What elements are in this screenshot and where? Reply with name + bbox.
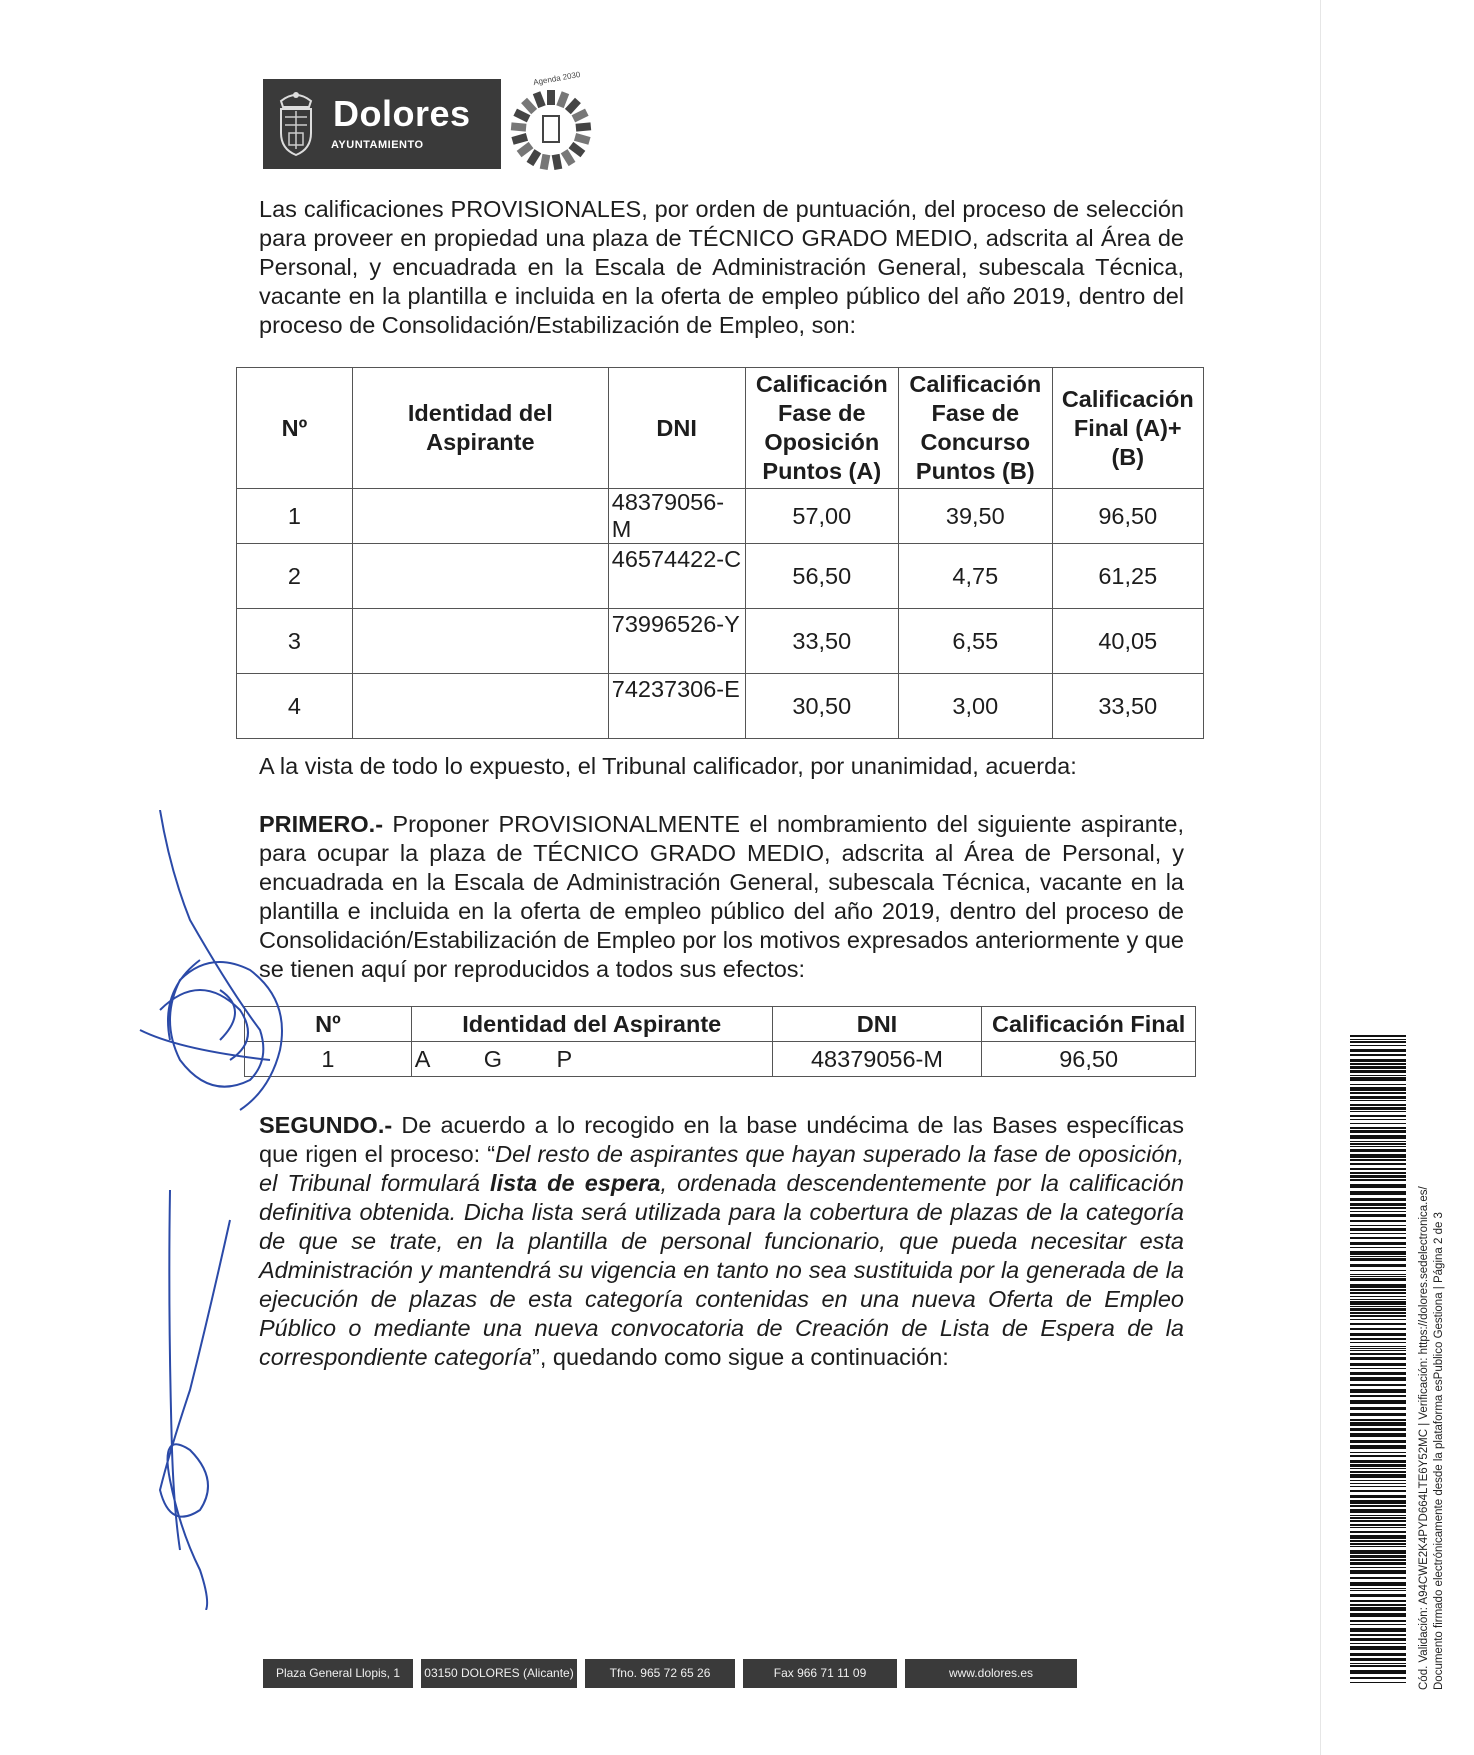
barcode-bar: [1350, 1428, 1406, 1431]
segundo-quote: [259, 1141, 1184, 1370]
barcode-bar: [1350, 1445, 1406, 1449]
barcode-bar: [1350, 1433, 1406, 1437]
col-header-dni: DNI: [772, 1007, 982, 1042]
cell-concurso: 3,00: [899, 674, 1053, 739]
cell-concurso: 39,50: [899, 489, 1053, 544]
primero-label: PRIMERO.-: [259, 811, 384, 837]
barcode-bar: [1350, 1084, 1406, 1085]
barcode-bar: [1350, 1087, 1406, 1091]
barcode-bar: [1350, 1582, 1406, 1586]
agenda-wheel-segment: [533, 91, 546, 108]
barcode-bar: [1350, 1646, 1406, 1650]
coat-of-arms-icon: [275, 87, 317, 159]
barcode-bar: [1350, 1419, 1406, 1421]
barcode-bar: [1350, 1274, 1406, 1275]
col-header-number: Nº: [245, 1007, 412, 1042]
barcode-bar: [1350, 1643, 1406, 1644]
barcode-bar: [1350, 1211, 1406, 1212]
barcode-bar: [1350, 1357, 1406, 1360]
barcode-bar: [1350, 1130, 1406, 1133]
cell-identity: [352, 609, 608, 674]
table-row: [237, 544, 1204, 609]
barcode-bar: [1350, 1527, 1406, 1528]
cell-number: 1: [237, 489, 353, 544]
barcode-bar: [1350, 1407, 1406, 1410]
barcode-bar: [1350, 1348, 1406, 1349]
col-header-concurso: Calificación Fase de Concurso Puntos (B): [899, 368, 1053, 489]
barcode-bar: [1350, 1308, 1406, 1311]
barcode-bar: [1350, 1490, 1406, 1492]
cell-final: 61,25: [1052, 544, 1203, 609]
barcode-bar: [1350, 1070, 1406, 1073]
barcode-bar: [1350, 1658, 1406, 1661]
segundo-text-end: ”, quedando como sigue a continuación:: [532, 1344, 949, 1370]
barcode-bar: [1350, 1149, 1406, 1152]
segundo-paragraph: [259, 1111, 1184, 1372]
barcode-bar: [1350, 1296, 1406, 1297]
barcode-bar: [1350, 1353, 1406, 1355]
barcode-bar: [1350, 1096, 1406, 1099]
cell-identity: [352, 489, 608, 544]
barcode-bar: [1350, 1045, 1406, 1046]
barcode-bar: [1350, 1066, 1406, 1069]
agenda-2030-logo: [506, 69, 596, 174]
barcode-bar: [1350, 1550, 1406, 1554]
barcode-bar: [1350, 1319, 1406, 1320]
barcode-bar: [1350, 1590, 1406, 1591]
handwritten-signature-2: [140, 1190, 250, 1610]
resolution-intro: A la vista de todo lo expuesto, el Tribunal calificador, por unanimidad, acuerda:: [259, 753, 1077, 779]
cell-oposicion: 56,50: [745, 544, 899, 609]
provisional-scores-table: [236, 367, 1204, 739]
barcode-bar: [1350, 1251, 1406, 1255]
barcode-bar: [1350, 1143, 1406, 1145]
barcode-bar: [1350, 1464, 1406, 1467]
barcode-bar: [1350, 1179, 1406, 1181]
barcode-bar: [1350, 1306, 1406, 1307]
barcode-bar: [1350, 1123, 1406, 1124]
barcode-bar: [1350, 1555, 1406, 1558]
agenda-wheel-segment: [565, 98, 581, 114]
agenda-wheel-segment: [552, 154, 563, 170]
barcode-bar: [1350, 1377, 1406, 1381]
barcode-bar: [1350, 1682, 1406, 1683]
col-header-identity: Identidad del Aspirante: [411, 1007, 772, 1042]
barcode-bar: [1350, 1346, 1406, 1347]
barcode-bar: [1350, 1624, 1406, 1625]
table-row: [237, 489, 1204, 544]
cell-dni: 48379056-M: [772, 1042, 982, 1077]
barcode-bar: [1350, 1562, 1406, 1565]
barcode-bar: [1350, 1233, 1406, 1234]
barcode-bar: [1350, 1315, 1406, 1317]
barcode-bar: [1350, 1607, 1406, 1611]
col-header-identity-label: Identidad del Aspirante: [407, 400, 553, 455]
barcode-bar: [1350, 1284, 1406, 1288]
table-row: [237, 674, 1204, 739]
barcode-bar: [1350, 1535, 1406, 1539]
segundo-quote-part1: Del resto de aspirantes que hayan superado la fase de oposición, el Tribunal formulará: [259, 1141, 1184, 1196]
barcode-bar: [1350, 1515, 1406, 1516]
cell-number: 2: [237, 544, 353, 609]
agenda-center-shield: [543, 116, 559, 142]
barcode-bar: [1350, 1395, 1406, 1397]
cell-final: 33,50: [1052, 674, 1203, 739]
barcode-bar: [1350, 1368, 1406, 1369]
barcode-bar: [1350, 1413, 1406, 1416]
agenda-wheel-segment: [547, 90, 555, 105]
agenda-wheel-segment: [511, 133, 528, 145]
barcode-bar: [1350, 1588, 1406, 1589]
barcode-bar: [1350, 1264, 1406, 1267]
footer-website: www.dolores.es: [905, 1659, 1077, 1688]
barcode-bar: [1350, 1168, 1406, 1170]
barcode-bar: [1350, 1225, 1406, 1226]
barcode-bar: [1350, 1049, 1406, 1052]
barcode-bar: [1350, 1480, 1406, 1481]
barcode-bar: [1350, 1175, 1406, 1178]
barcode-bar: [1350, 1400, 1406, 1404]
barcode-bar: [1350, 1301, 1406, 1305]
barcode-bar: [1350, 1600, 1406, 1602]
table-row: [245, 1042, 1196, 1077]
agenda-wheel-segment: [576, 122, 592, 131]
cell-dni: 46574422-C: [608, 544, 745, 609]
barcode-bar: [1350, 1154, 1406, 1158]
barcode-bar: [1350, 1054, 1406, 1056]
barcode-bar: [1350, 1256, 1406, 1257]
barcode-bar: [1350, 1474, 1406, 1478]
agenda-label: Agenda 2030: [532, 69, 582, 88]
col-header-final: Calificación Final: [982, 1007, 1196, 1042]
barcode-bar: [1350, 1389, 1406, 1393]
barcode-bar: [1350, 1258, 1406, 1261]
validation-line-2: Documento firmado electrónicamente desde la plataforma esPublico Gestiona | Página 2 de 3: [1433, 1212, 1445, 1690]
footer-postal: 03150 DOLORES (Alicante): [421, 1659, 577, 1688]
barcode-bar: [1350, 1372, 1406, 1375]
segundo-text: De acuerdo a lo recogido en la base undécima de las Bases específicas que rigen el proceso: “: [259, 1112, 1184, 1167]
barcode-bar: [1350, 1289, 1406, 1291]
cell-number: 1: [245, 1042, 412, 1077]
barcode-bar: [1350, 1242, 1406, 1245]
barcode-bar: [1350, 1163, 1406, 1165]
barcode-bar: [1350, 1111, 1406, 1112]
barcode-bar: [1350, 1100, 1406, 1101]
barcode-bar: [1350, 1172, 1406, 1174]
barcode-bar: [1350, 1146, 1406, 1147]
cell-oposicion: 30,50: [745, 674, 899, 739]
barcode-bar: [1350, 1184, 1406, 1188]
primero-text: Proponer PROVISIONALMENTE el nombramiento del siguiente aspirante, para ocupar la plaza de TÉCNICO GRADO MEDIO, adscrita al Área de Personal, y encuadrada en la Escala de Administración General, subescala Técnica, vacante en la plantilla e incluida en la oferta de empleo público del año 2019, dentro del proceso de Consolidación/Estabilización de Empleo por los motivos expresados anteriormente y que se tienen aquí por reproducidos a todos sus efectos:: [259, 811, 1184, 982]
barcode-bar: [1350, 1198, 1406, 1201]
cell-final: 96,50: [982, 1042, 1196, 1077]
agenda-wheel-segment: [513, 109, 530, 123]
barcode-bar: [1350, 1471, 1406, 1473]
cell-dni: 74237306-E: [608, 674, 745, 739]
cell-dni: 48379056-M: [608, 489, 745, 544]
barcode-bar: [1350, 1670, 1406, 1674]
validation-side-text: [1417, 1186, 1447, 1690]
barcode-bar: [1350, 1278, 1406, 1281]
barcode-bar: [1350, 1540, 1406, 1542]
agenda-wheel-segment: [521, 98, 537, 114]
footer-phone: Tfno. 965 72 65 26: [585, 1659, 735, 1688]
barcode-bar: [1350, 1486, 1406, 1487]
barcode-bar: [1350, 1384, 1406, 1386]
barcode-bar: [1350, 1495, 1406, 1498]
barcode-bar: [1350, 1594, 1406, 1597]
col-header-final: Calificación Final (A)+ (B): [1052, 368, 1203, 489]
barcode-bar: [1350, 1638, 1406, 1641]
barcode-bar: [1350, 1663, 1406, 1664]
barcode-bar: [1350, 1041, 1406, 1043]
barcode-bar: [1350, 1342, 1406, 1343]
barcode-bar: [1350, 1220, 1406, 1222]
barcode-bar: [1350, 1328, 1406, 1330]
cell-final: 40,05: [1052, 609, 1203, 674]
barcode-bar: [1350, 1276, 1406, 1277]
logo-subtitle: AYUNTAMIENTO: [331, 139, 424, 151]
agenda-wheel-segment: [574, 133, 591, 145]
barcode-bar: [1350, 1567, 1406, 1568]
barcode-bar: [1350, 1203, 1406, 1206]
barcode-bar: [1350, 1247, 1406, 1248]
barcode-bar: [1350, 1653, 1406, 1656]
barcode-bar: [1350, 1207, 1406, 1209]
cell-identity: [352, 674, 608, 739]
barcode-bar: [1350, 1509, 1406, 1513]
barcode-bar: [1350, 1620, 1406, 1622]
barcode-bar: [1350, 1159, 1406, 1161]
col-header-number: Nº: [237, 368, 353, 489]
cell-number: 4: [237, 674, 353, 739]
barcode-bar: [1350, 1333, 1406, 1336]
dolores-logo: [263, 79, 501, 169]
agenda-wheel-segment: [572, 109, 589, 123]
proposed-candidate-table: [244, 1006, 1196, 1077]
footer-address: Plaza General Llopis, 1: [263, 1659, 413, 1688]
barcode-bar: [1350, 1665, 1406, 1667]
barcode-bar: [1350, 1228, 1406, 1231]
table-row: [237, 609, 1204, 674]
col-header-identity: [352, 368, 608, 489]
col-header-dni: DNI: [608, 368, 745, 489]
barcode-bar: [1350, 1570, 1406, 1574]
barcode-bar: [1350, 1350, 1406, 1351]
page-margin-line: [1320, 0, 1321, 1755]
agenda-wheel-segment: [511, 122, 527, 131]
barcode-bar: [1350, 1577, 1406, 1579]
barcode-bar: [1350, 1312, 1406, 1314]
segundo-label: SEGUNDO.-: [259, 1112, 393, 1138]
barcode-bar: [1350, 1422, 1406, 1426]
segundo-quote-bold: lista de espera: [490, 1170, 661, 1196]
cell-number: 3: [237, 609, 353, 674]
validation-line-1: Cód. Validación: A94CWE2K4PYD664LTE6Y52MC | Verificación: https://dolores.sedelectronica.es/: [1418, 1186, 1430, 1690]
barcode-bar: [1350, 1115, 1406, 1117]
barcode-bar: [1350, 1035, 1406, 1037]
barcode-bar: [1350, 1677, 1406, 1679]
cell-identity: [352, 544, 608, 609]
barcode-bar: [1350, 1063, 1406, 1065]
agenda-wheel-icon: [506, 74, 596, 174]
barcode-bar: [1350, 1500, 1406, 1504]
barcode-bar: [1350, 1299, 1406, 1300]
barcode-bar: [1350, 1075, 1406, 1076]
cell-oposicion: 57,00: [745, 489, 899, 544]
primero-paragraph: [259, 810, 1184, 984]
barcode-bar: [1350, 1323, 1406, 1325]
barcode-bar: [1350, 1559, 1406, 1561]
barcode: [1350, 1035, 1406, 1683]
barcode-bar: [1350, 1604, 1406, 1606]
col-header-oposicion: Calificación Fase de Oposición Puntos (A): [745, 368, 899, 489]
barcode-bar: [1350, 1543, 1406, 1545]
barcode-bar: [1350, 1520, 1406, 1522]
barcode-bar: [1350, 1524, 1406, 1526]
barcode-bar: [1350, 1628, 1406, 1632]
agenda-wheel-segment: [540, 154, 551, 170]
barcode-bar: [1350, 1505, 1406, 1507]
barcode-bar: [1350, 1468, 1406, 1469]
cell-dni: 73996526-Y: [608, 609, 745, 674]
barcode-bar: [1350, 1214, 1406, 1217]
barcode-bar: [1350, 1191, 1406, 1195]
barcode-bar: [1350, 1483, 1406, 1484]
barcode-bar: [1350, 1546, 1406, 1547]
barcode-bar: [1350, 1104, 1406, 1106]
barcode-bar: [1350, 1455, 1406, 1457]
barcode-bar: [1350, 1460, 1406, 1463]
barcode-bar: [1350, 1135, 1406, 1139]
barcode-bar: [1350, 1338, 1406, 1340]
barcode-bar: [1350, 1531, 1406, 1533]
footer-fax: Fax 966 71 11 09: [743, 1659, 897, 1688]
cell-concurso: 6,55: [899, 609, 1053, 674]
barcode-bar: [1350, 1119, 1406, 1120]
intro-paragraph: Las calificaciones PROVISIONALES, por orden de puntuación, del proceso de selección para proveer en propiedad una plaza de TÉCNICO GRADO MEDIO, adscrita al Área de Personal, y encuadrada en la Escala de Administración General, subescala Técnica, vacante en la plantilla e incluida en la oferta de empleo público del año 2019, dentro del proceso de Consolidación/Estabilización de Empleo, son:: [259, 196, 1184, 338]
cell-identity: A G P: [411, 1042, 772, 1077]
segundo-quote-part2: , ordenada descendentemente por la calificación definitiva obtenida. Dicha lista será utilizada para la cobertura de plazas de la categoría de que se trate, en la plantilla de personal funcionario, que pueda necesitar esta Administración y mantendrá su vigencia en tanto no sea sustituida por la generada de la ejecución de plazas de esta categoría contenidas en una nueva Oferta de Empleo Público o mediante una nueva convocatoria de Creación de Lista de Espera de la correspondiente categoría: [259, 1170, 1184, 1370]
barcode-bar: [1350, 1613, 1406, 1617]
cell-oposicion: 33,50: [745, 609, 899, 674]
barcode-bar: [1350, 1107, 1406, 1110]
agenda-wheel-segment: [556, 91, 569, 108]
barcode-bar: [1350, 1270, 1406, 1271]
barcode-bar: [1350, 1292, 1406, 1294]
barcode-bar: [1350, 1452, 1406, 1453]
barcode-bar: [1350, 1634, 1406, 1636]
barcode-bar: [1350, 1141, 1406, 1142]
barcode-bar: [1350, 1077, 1406, 1081]
barcode-bar: [1350, 1237, 1406, 1239]
barcode-bar: [1350, 1039, 1406, 1040]
barcode-bar: [1350, 1092, 1406, 1094]
barcode-bar: [1350, 1517, 1406, 1519]
cell-concurso: 4,75: [899, 544, 1053, 609]
barcode-bar: [1350, 1059, 1406, 1062]
cell-final: 96,50: [1052, 489, 1203, 544]
logo-name: Dolores: [333, 93, 471, 134]
barcode-bar: [1350, 1363, 1406, 1366]
barcode-bar: [1350, 1440, 1406, 1443]
barcode-bar: [1350, 1127, 1406, 1129]
